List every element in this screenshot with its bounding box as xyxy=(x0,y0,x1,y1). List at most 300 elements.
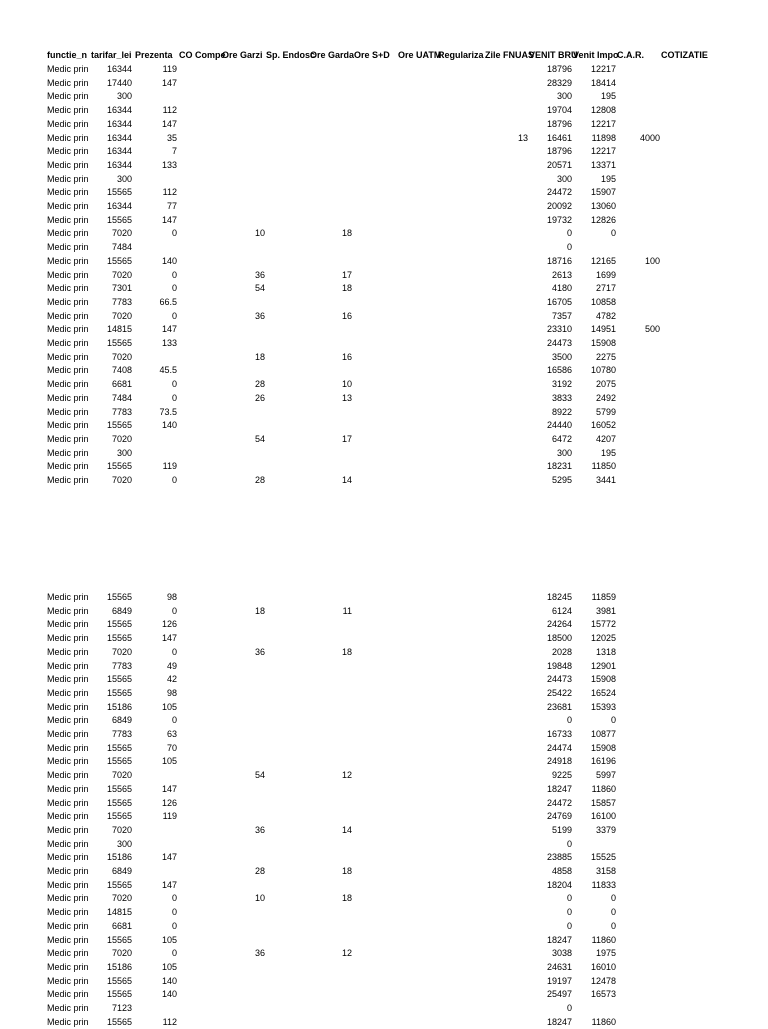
table-row xyxy=(0,159,768,173)
cell-tarifar: 15565 xyxy=(106,461,132,472)
cell-prezenta: 0 xyxy=(171,228,177,239)
table-row xyxy=(0,77,768,91)
cell-prezenta: 63 xyxy=(166,729,177,739)
table-row xyxy=(0,591,768,605)
cell-venit-brut: 18247 xyxy=(546,783,572,794)
header-sp-endosc: Sp. Endosc xyxy=(266,50,316,60)
header-co-compe: CO Compe xyxy=(179,50,226,60)
cell-venit-impozabil: 16196 xyxy=(590,756,616,767)
cell-prezenta: 140 xyxy=(161,975,177,986)
table-row xyxy=(0,214,768,228)
cell-functie: Medic prin xyxy=(47,338,89,348)
cell-functie: Medic prin xyxy=(47,756,89,767)
cell-venit-brut: 18231 xyxy=(546,461,572,472)
cell-tarifar: 6849 xyxy=(111,715,132,726)
cell-venit-brut: 16733 xyxy=(546,729,572,739)
cell-venit-impozabil: 1975 xyxy=(595,948,616,959)
cell-venit-impozabil: 15908 xyxy=(590,338,616,348)
table-row xyxy=(0,460,768,474)
cell-functie: Medic prin xyxy=(47,646,89,657)
cell-venit-impozabil: 12025 xyxy=(590,633,616,644)
header-ore-sd: Ore S+D xyxy=(354,50,390,60)
cell-venit-impozabil: 10858 xyxy=(590,296,616,307)
cell-venit-brut: 18247 xyxy=(546,934,572,945)
cell-venit-impozabil: 195 xyxy=(600,447,616,458)
cell-functie: Medic prin xyxy=(47,852,89,863)
cell-functie: Medic prin xyxy=(47,187,89,198)
table-row xyxy=(0,447,768,461)
cell-prezenta: 0 xyxy=(171,310,177,321)
table-row xyxy=(0,474,768,488)
cell-tarifar: 300 xyxy=(116,838,132,849)
cell-functie: Medic prin xyxy=(47,433,89,444)
cell-tarifar: 7484 xyxy=(111,242,132,253)
column-header-row xyxy=(0,49,768,61)
cell-prezenta: 0 xyxy=(171,392,177,403)
cell-venit-impozabil: 0 xyxy=(610,920,616,931)
cell-tarifar: 15565 xyxy=(106,338,132,348)
cell-tarifar: 15565 xyxy=(106,1016,132,1027)
cell-venit-brut: 5199 xyxy=(551,824,572,835)
cell-venit-impozabil: 11860 xyxy=(591,783,616,794)
cell-prezenta: 112 xyxy=(162,105,177,116)
cell-venit-impozabil: 16524 xyxy=(590,687,616,698)
cell-tarifar: 7783 xyxy=(111,296,132,307)
cell-venit-impozabil: 12217 xyxy=(590,64,616,74)
cell-functie: Medic prin xyxy=(47,132,89,143)
cell-ore-garda: 14 xyxy=(341,475,352,485)
cell-prezenta: 133 xyxy=(161,338,177,348)
table-row xyxy=(0,824,768,838)
cell-venit-impozabil: 0 xyxy=(610,715,616,726)
cell-venit-brut: 2028 xyxy=(551,646,572,657)
cell-tarifar: 15565 xyxy=(106,619,132,630)
cell-functie: Medic prin xyxy=(47,242,89,253)
cell-tarifar: 7484 xyxy=(111,392,132,403)
cell-prezenta: 126 xyxy=(161,619,177,630)
cell-venit-impozabil: 16010 xyxy=(590,961,616,972)
cell-tarifar: 15186 xyxy=(106,852,132,863)
cell-venit-impozabil: 15857 xyxy=(590,797,616,808)
cell-functie: Medic prin xyxy=(47,379,89,390)
cell-venit-brut: 4180 xyxy=(551,283,572,294)
cell-venit-brut: 23885 xyxy=(546,852,572,863)
cell-ore-garda: 12 xyxy=(341,948,352,959)
cell-tarifar: 15186 xyxy=(106,701,132,712)
cell-prezenta: 147 xyxy=(161,633,177,644)
cell-functie: Medic prin xyxy=(47,283,89,294)
header-ore-uatm: Ore UATM xyxy=(398,50,442,60)
cell-tarifar: 7020 xyxy=(111,433,132,444)
cell-prezenta: 140 xyxy=(161,420,177,431)
cell-venit-impozabil: 12901 xyxy=(590,660,616,671)
cell-venit-brut: 24473 xyxy=(546,674,572,685)
cell-ore-garda: 10 xyxy=(341,379,352,390)
cell-functie: Medic prin xyxy=(47,1016,89,1027)
cell-prezenta: 0 xyxy=(171,893,177,904)
cell-venit-brut: 23681 xyxy=(546,701,572,712)
cell-functie: Medic prin xyxy=(47,351,89,362)
cell-venit-impozabil: 11898 xyxy=(591,132,616,143)
cell-functie: Medic prin xyxy=(47,228,89,239)
cell-tarifar: 15565 xyxy=(106,975,132,986)
cell-tarifar: 300 xyxy=(116,173,132,184)
cell-venit-impozabil: 12217 xyxy=(590,146,616,157)
table-row xyxy=(0,934,768,948)
cell-venit-impozabil: 16573 xyxy=(590,989,616,1000)
table-row xyxy=(0,961,768,975)
cell-functie: Medic prin xyxy=(47,633,89,644)
cell-venit-brut: 23310 xyxy=(546,324,572,335)
table-row xyxy=(0,104,768,118)
cell-venit-brut: 9225 xyxy=(551,770,572,781)
cell-venit-brut: 19704 xyxy=(546,105,572,116)
cell-tarifar: 16344 xyxy=(106,159,132,170)
cell-functie: Medic prin xyxy=(47,948,89,959)
cell-prezenta: 112 xyxy=(162,1016,177,1027)
cell-prezenta: 7 xyxy=(171,146,177,157)
cell-functie: Medic prin xyxy=(47,715,89,726)
cell-venit-impozabil: 15393 xyxy=(590,701,616,712)
cell-venit-brut: 0 xyxy=(566,907,572,918)
cell-venit-brut: 6472 xyxy=(551,433,572,444)
cell-prezenta: 0 xyxy=(171,283,177,294)
cell-prezenta: 147 xyxy=(161,214,177,225)
cell-venit-impozabil: 0 xyxy=(610,907,616,918)
cell-venit-brut: 18796 xyxy=(546,146,572,157)
cell-tarifar: 14815 xyxy=(106,907,132,918)
cell-car: 500 xyxy=(644,324,660,335)
cell-venit-impozabil: 3158 xyxy=(595,866,616,876)
cell-ore-garzi: 36 xyxy=(254,310,265,321)
cell-venit-brut: 19732 xyxy=(546,214,572,225)
cell-functie: Medic prin xyxy=(47,214,89,225)
cell-functie: Medic prin xyxy=(47,797,89,808)
cell-venit-brut: 28329 xyxy=(546,77,572,88)
cell-functie: Medic prin xyxy=(47,296,89,307)
cell-venit-brut: 25497 xyxy=(546,989,572,1000)
cell-ore-garda: 13 xyxy=(341,392,352,403)
cell-functie: Medic prin xyxy=(47,866,89,876)
cell-venit-brut: 18245 xyxy=(546,592,572,602)
table-row xyxy=(0,632,768,646)
cell-venit-brut: 300 xyxy=(556,447,572,458)
header-cotizatie: COTIZATIE xyxy=(661,50,708,60)
cell-venit-impozabil: 13060 xyxy=(590,201,616,211)
cell-venit-brut: 18796 xyxy=(546,64,572,74)
cell-tarifar: 6849 xyxy=(111,605,132,616)
cell-prezenta: 147 xyxy=(161,783,177,794)
table-row xyxy=(0,227,768,241)
cell-venit-brut: 0 xyxy=(566,715,572,726)
cell-functie: Medic prin xyxy=(47,687,89,698)
table-row xyxy=(0,1002,768,1016)
cell-tarifar: 7020 xyxy=(111,351,132,362)
cell-functie: Medic prin xyxy=(47,729,89,739)
cell-tarifar: 300 xyxy=(116,91,132,102)
cell-tarifar: 16344 xyxy=(106,201,132,211)
cell-tarifar: 15565 xyxy=(106,255,132,266)
cell-ore-garzi: 28 xyxy=(254,866,265,876)
table-row xyxy=(0,947,768,961)
table-row xyxy=(0,646,768,660)
table-row xyxy=(0,241,768,255)
cell-functie: Medic prin xyxy=(47,365,89,376)
cell-tarifar: 15565 xyxy=(106,989,132,1000)
cell-tarifar: 7020 xyxy=(111,948,132,959)
header-ore-garda: Ore Garda xyxy=(310,50,355,60)
cell-tarifar: 7020 xyxy=(111,269,132,280)
cell-prezenta: 98 xyxy=(166,687,177,698)
table-row xyxy=(0,742,768,756)
cell-functie: Medic prin xyxy=(47,475,89,485)
cell-venit-impozabil: 4207 xyxy=(595,433,616,444)
cell-ore-garzi: 36 xyxy=(254,948,265,959)
header-ore-garzi: Ore Garzi xyxy=(222,50,263,60)
cell-ore-garda: 18 xyxy=(341,228,352,239)
cell-venit-impozabil: 4782 xyxy=(595,310,616,321)
cell-prezenta: 45.5 xyxy=(159,365,177,376)
cell-tarifar: 14815 xyxy=(106,324,132,335)
table-row xyxy=(0,769,768,783)
cell-ore-garzi: 18 xyxy=(254,351,265,362)
table-row xyxy=(0,118,768,132)
cell-tarifar: 7020 xyxy=(111,475,132,485)
cell-ore-garzi: 26 xyxy=(254,392,265,403)
cell-functie: Medic prin xyxy=(47,619,89,630)
cell-functie: Medic prin xyxy=(47,660,89,671)
cell-ore-garzi: 54 xyxy=(254,433,265,444)
cell-functie: Medic prin xyxy=(47,118,89,129)
cell-functie: Medic prin xyxy=(47,461,89,472)
cell-tarifar: 15565 xyxy=(106,934,132,945)
cell-functie: Medic prin xyxy=(47,173,89,184)
cell-prezenta: 0 xyxy=(171,715,177,726)
cell-ore-garzi: 54 xyxy=(254,283,265,294)
cell-tarifar: 15565 xyxy=(106,756,132,767)
cell-ore-garzi: 28 xyxy=(254,475,265,485)
cell-functie: Medic prin xyxy=(47,255,89,266)
cell-venit-brut: 18247 xyxy=(546,1016,572,1027)
cell-functie: Medic prin xyxy=(47,770,89,781)
cell-venit-brut: 3833 xyxy=(551,392,572,403)
cell-prezenta: 70 xyxy=(166,742,177,753)
cell-prezenta: 0 xyxy=(171,646,177,657)
cell-prezenta: 73.5 xyxy=(159,406,177,417)
cell-venit-impozabil: 0 xyxy=(610,893,616,904)
cell-tarifar: 17440 xyxy=(106,77,132,88)
cell-venit-brut: 0 xyxy=(566,920,572,931)
cell-ore-garda: 18 xyxy=(341,646,352,657)
cell-tarifar: 16344 xyxy=(106,118,132,129)
cell-ore-garda: 18 xyxy=(341,283,352,294)
cell-venit-brut: 300 xyxy=(556,173,572,184)
cell-prezenta: 105 xyxy=(161,756,177,767)
cell-tarifar: 7020 xyxy=(111,770,132,781)
header-tarifar: tarifar_lei xyxy=(91,50,132,60)
cell-prezenta: 105 xyxy=(161,934,177,945)
cell-venit-brut: 24472 xyxy=(546,187,572,198)
cell-prezenta: 119 xyxy=(162,461,177,472)
cell-functie: Medic prin xyxy=(47,310,89,321)
cell-functie: Medic prin xyxy=(47,64,89,74)
cell-functie: Medic prin xyxy=(47,605,89,616)
cell-venit-brut: 24264 xyxy=(546,619,572,630)
cell-tarifar: 15565 xyxy=(106,674,132,685)
cell-ore-garzi: 10 xyxy=(254,228,265,239)
cell-venit-impozabil: 3441 xyxy=(595,475,616,485)
table-row xyxy=(0,419,768,433)
cell-ore-garzi: 36 xyxy=(254,269,265,280)
cell-venit-impozabil: 195 xyxy=(600,173,616,184)
cell-tarifar: 15565 xyxy=(106,797,132,808)
cell-tarifar: 7783 xyxy=(111,660,132,671)
cell-venit-impozabil: 2075 xyxy=(595,379,616,390)
cell-venit-impozabil: 12478 xyxy=(590,975,616,986)
table-row xyxy=(0,838,768,852)
cell-car: 100 xyxy=(644,255,660,266)
cell-ore-garzi: 36 xyxy=(254,824,265,835)
cell-tarifar: 7783 xyxy=(111,729,132,739)
table-row xyxy=(0,63,768,77)
cell-venit-brut: 16461 xyxy=(546,132,572,143)
cell-tarifar: 16344 xyxy=(106,146,132,157)
cell-functie: Medic prin xyxy=(47,91,89,102)
cell-ore-garda: 11 xyxy=(342,605,352,616)
cell-venit-brut: 0 xyxy=(566,242,572,253)
cell-ore-garda: 18 xyxy=(341,866,352,876)
table-row xyxy=(0,310,768,324)
cell-prezenta: 119 xyxy=(162,811,177,822)
cell-prezenta: 126 xyxy=(161,797,177,808)
cell-ore-garda: 14 xyxy=(341,824,352,835)
cell-functie: Medic prin xyxy=(47,201,89,211)
cell-tarifar: 15565 xyxy=(106,214,132,225)
cell-tarifar: 6681 xyxy=(111,920,132,931)
cell-venit-impozabil: 15908 xyxy=(590,742,616,753)
cell-prezenta: 35 xyxy=(166,132,177,143)
cell-prezenta: 119 xyxy=(162,64,177,74)
table-row xyxy=(0,920,768,934)
cell-venit-brut: 0 xyxy=(566,893,572,904)
header-car: C.A.R. xyxy=(617,50,644,60)
table-row xyxy=(0,988,768,1002)
cell-tarifar: 6849 xyxy=(111,866,132,876)
cell-ore-garzi: 18 xyxy=(254,605,265,616)
cell-venit-brut: 18204 xyxy=(546,879,572,890)
cell-tarifar: 6681 xyxy=(111,379,132,390)
table-row xyxy=(0,687,768,701)
cell-ore-garzi: 36 xyxy=(254,646,265,657)
table-row xyxy=(0,618,768,632)
cell-tarifar: 7408 xyxy=(111,365,132,376)
cell-tarifar: 7020 xyxy=(111,893,132,904)
cell-ore-garda: 16 xyxy=(341,310,352,321)
cell-prezenta: 147 xyxy=(161,879,177,890)
table-row xyxy=(0,892,768,906)
cell-tarifar: 7020 xyxy=(111,646,132,657)
cell-venit-impozabil: 1699 xyxy=(595,269,616,280)
cell-ore-garda: 16 xyxy=(341,351,352,362)
cell-venit-impozabil: 3379 xyxy=(595,824,616,835)
cell-venit-brut: 20571 xyxy=(546,159,572,170)
cell-functie: Medic prin xyxy=(47,269,89,280)
cell-tarifar: 15565 xyxy=(106,879,132,890)
cell-venit-impozabil: 2492 xyxy=(595,392,616,403)
cell-functie: Medic prin xyxy=(47,447,89,458)
cell-functie: Medic prin xyxy=(47,879,89,890)
table-row xyxy=(0,701,768,715)
cell-venit-impozabil: 11850 xyxy=(591,461,616,472)
cell-tarifar: 16344 xyxy=(106,105,132,116)
cell-venit-brut: 3038 xyxy=(551,948,572,959)
cell-venit-impozabil: 3981 xyxy=(595,605,616,616)
cell-tarifar: 15565 xyxy=(106,811,132,822)
cell-functie: Medic prin xyxy=(47,159,89,170)
cell-venit-brut: 4858 xyxy=(551,866,572,876)
cell-venit-impozabil: 10780 xyxy=(590,365,616,376)
cell-venit-impozabil: 0 xyxy=(610,228,616,239)
cell-functie: Medic prin xyxy=(47,420,89,431)
table-row xyxy=(0,810,768,824)
cell-venit-brut: 3192 xyxy=(551,379,572,390)
cell-venit-impozabil: 12826 xyxy=(590,214,616,225)
table-row xyxy=(0,406,768,420)
cell-tarifar: 16344 xyxy=(106,64,132,74)
table-row xyxy=(0,673,768,687)
cell-ore-garda: 18 xyxy=(341,893,352,904)
cell-prezenta: 147 xyxy=(161,118,177,129)
cell-venit-brut: 0 xyxy=(566,1003,572,1013)
table-row xyxy=(0,728,768,742)
table-row xyxy=(0,186,768,200)
cell-prezenta: 140 xyxy=(161,255,177,266)
cell-prezenta: 140 xyxy=(161,989,177,1000)
cell-functie: Medic prin xyxy=(47,77,89,88)
cell-venit-impozabil: 2275 xyxy=(595,351,616,362)
cell-venit-brut: 24631 xyxy=(546,961,572,972)
table-row xyxy=(0,433,768,447)
cell-prezenta: 0 xyxy=(171,605,177,616)
table-row xyxy=(0,90,768,104)
cell-functie: Medic prin xyxy=(47,146,89,157)
cell-venit-impozabil: 12808 xyxy=(590,105,616,116)
cell-zile-fnuas: 13 xyxy=(517,132,528,143)
table-row xyxy=(0,145,768,159)
cell-venit-brut: 0 xyxy=(566,838,572,849)
cell-functie: Medic prin xyxy=(47,838,89,849)
cell-venit-brut: 24769 xyxy=(546,811,572,822)
cell-prezenta: 105 xyxy=(161,961,177,972)
cell-tarifar: 15565 xyxy=(106,742,132,753)
cell-venit-brut: 0 xyxy=(566,228,572,239)
cell-tarifar: 7783 xyxy=(111,406,132,417)
cell-prezenta: 147 xyxy=(161,324,177,335)
cell-venit-impozabil: 14951 xyxy=(590,324,616,335)
cell-venit-impozabil: 10877 xyxy=(590,729,616,739)
cell-ore-garzi: 10 xyxy=(254,893,265,904)
cell-prezenta: 98 xyxy=(166,592,177,602)
cell-venit-brut: 8922 xyxy=(551,406,572,417)
cell-venit-impozabil: 16100 xyxy=(590,811,616,822)
header-venit-brut: VENIT BRU xyxy=(529,50,578,60)
table-row xyxy=(0,132,768,146)
cell-functie: Medic prin xyxy=(47,592,89,602)
cell-tarifar: 7123 xyxy=(111,1003,132,1013)
cell-venit-brut: 24473 xyxy=(546,338,572,348)
cell-functie: Medic prin xyxy=(47,989,89,1000)
cell-venit-brut: 24440 xyxy=(546,420,572,431)
